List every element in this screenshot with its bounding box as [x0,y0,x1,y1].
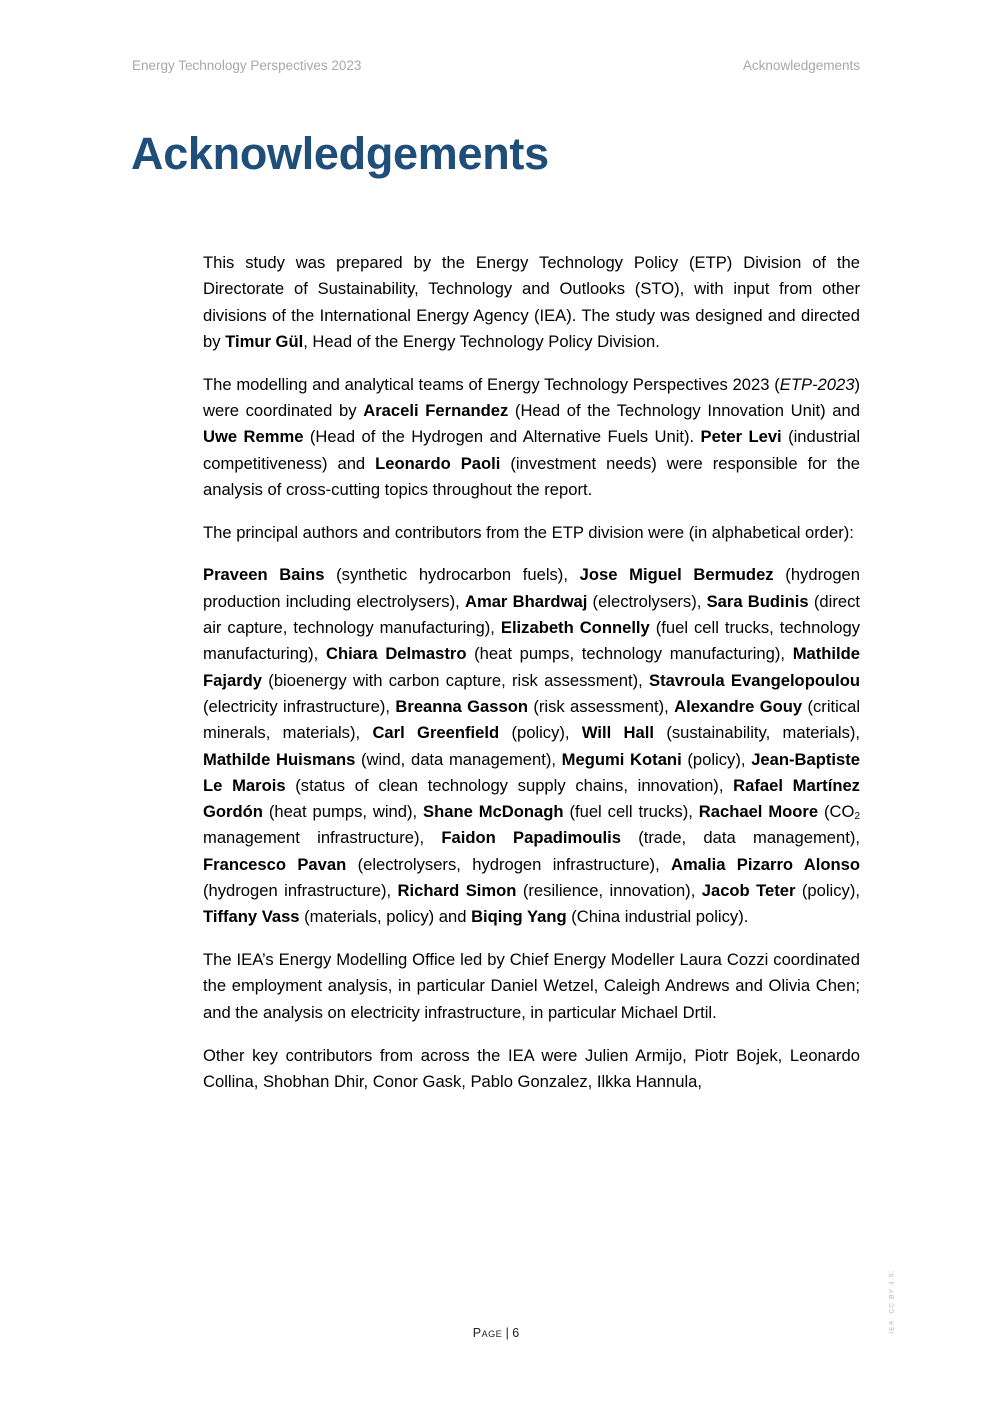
page-footer [0,1326,992,1340]
license-text: IEA. CC BY 4.0. [888,1269,896,1334]
contributor-name: Amar Bhardwaj [464,591,588,611]
page-number: 6 [512,1326,520,1340]
person-name: Timur Gül [225,331,304,351]
contributor-name: Rachael Moore [698,802,819,822]
text-run: , Head of the Energy Technology Policy Division. [303,331,660,351]
contributor-role: (risk assessment), [528,696,675,716]
subscript: 2 [854,811,860,823]
person-name: Araceli Fernandez [363,400,509,420]
contributor-name: Praveen Bains [203,565,325,585]
contributor-name: Megumi Kotani [561,749,682,769]
contributor-role: (resilience, innovation), [516,881,702,901]
contributor-name: Carl Greenfield [372,723,500,743]
contributor-role: (sustainability, materials), [653,723,860,743]
page-title: Acknowledgements [131,128,549,179]
contributor-role: (fuel cell trucks, technology manufacturing), [203,618,860,664]
contributor-name: Richard Simon [397,881,517,901]
page-label: Page [472,1326,503,1340]
contributor-role: (materials, policy) and [299,907,472,927]
license-note [886,1270,896,1336]
paragraph-modelling-office: The IEA’s Energy Modelling Office led by Chief Energy Modeller Laura Cozzi coordinated the employment analysis, in particular Daniel Wetzel, Caleigh Andrews and Olivia Chen; and the analysis on electricity infrastructure, in particular Michael Drtil. [203,950,860,1022]
contributor-name: Francesco Pavan [203,854,347,874]
contributor-name: Tiffany Vass [203,907,300,927]
contributor-role: (electrolysers, hydrogen infrastructure), [346,854,672,874]
contributor-role: (critical minerals, materials), [203,696,861,743]
paragraph-intro [203,250,860,355]
contributor-name: Stavroula Evangelopoulou [649,670,860,690]
contributor-role: (status of clean technology supply chains, innovation), [285,775,734,795]
contributor-name: Jean-Baptiste Le Marois [203,749,861,795]
contributor-name: Elizabeth Connelly [500,618,650,638]
text-run: (investment needs) were responsible for the analysis of cross-cutting topics throughout the report. [203,453,860,499]
running-header [132,58,860,76]
contributor-role: (hydrogen infrastructure), [203,881,398,901]
contributor-name: Faidon Papadimoulis [441,828,621,848]
contributor-name: Biqing Yang [471,907,567,927]
contributor-name: Amalia Pizarro Alonso [671,854,860,874]
contributor-role: (policy), [795,881,860,901]
contributor-role: (China industrial policy). [566,907,749,927]
contributor-role: (heat pumps, technology manufacturing), [466,644,793,664]
contributor-role: (CO [818,802,855,822]
contributor-name: Jose Miguel Bermudez [579,565,774,585]
contributor-name: Mathilde Huismans [203,749,356,769]
text-run: The modelling and analytical teams of Energy Technology Perspectives 2023 ( [203,374,780,394]
contributor-name: Shane McDonagh [423,802,564,822]
contributor-name: Will Hall [581,723,654,743]
contributor-role: (heat pumps, wind), [262,802,424,822]
paragraph-contributors [203,562,860,930]
contributor-role: (bioenergy with carbon capture, risk assessment), [262,670,650,690]
report-title-header: Energy Technology Perspectives 2023 [132,58,362,73]
contributor-role: (policy), [681,749,752,769]
text-run: (Head of the Technology Innovation Unit) and [508,400,860,420]
contributor-role: (trade, data management), [620,828,860,848]
text-run: ) were coordinated by [203,374,860,420]
contributor-role: (electricity infrastructure), [203,696,396,716]
contributor-role: (policy), [499,723,582,743]
page-separator: | [502,1326,513,1340]
section-title-header: Acknowledgements [742,58,860,73]
contributor-role: (hydrogen production including electrolysers), [203,565,861,611]
person-name: Uwe Remme [203,427,304,447]
contributor-name: Mathilde Fajardy [203,644,860,690]
body-text [203,250,860,1112]
contributor-role: management infrastructure), [203,828,442,848]
paragraph-coordinators [203,372,860,503]
contributor-name: Jacob Teter [701,881,796,901]
contributor-role: (fuel cell trucks), [563,802,699,822]
contributor-name: Rafael Martínez Gordón [203,775,860,822]
report-abbreviation: ETP-2023 [779,374,855,394]
contributor-name: Alexandre Gouy [674,696,803,716]
person-name: Leonardo Paoli [375,453,501,473]
paragraph-authors-intro: The principal authors and contributors from the ETP division were (in alphabetical order): [203,522,854,542]
person-name: Peter Levi [700,427,782,447]
contributor-role: (direct air capture, technology manufacturing), [203,591,860,638]
paragraph-other-contributors: Other key contributors from across the IEA were Julien Armijo, Piotr Bojek, Leonardo Collina, Shobhan Dhir, Conor Gask, Pablo Gonzalez, Ilkka Hannula, [203,1045,860,1091]
contributor-name: Sara Budinis [706,591,809,611]
contributor-role: (synthetic hydrocarbon fuels), [324,565,580,585]
contributor-role: (wind, data management), [355,749,562,769]
contributor-name: Breanna Gasson [395,696,528,716]
text-run: (industrial competitiveness) and [203,427,861,473]
contributor-role: (electrolysers), [587,591,707,611]
text-run: This study was prepared by the Energy Technology Policy (ETP) Division of the Directorate of Sustainability, Technology and Outlooks (STO), with input from other divisions of the International Energy Agency (IEA). The study was designed and directed by [203,253,860,351]
text-run: (Head of the Hydrogen and Alternative Fuels Unit). [303,427,701,447]
contributor-name: Chiara Delmastro [325,644,467,664]
